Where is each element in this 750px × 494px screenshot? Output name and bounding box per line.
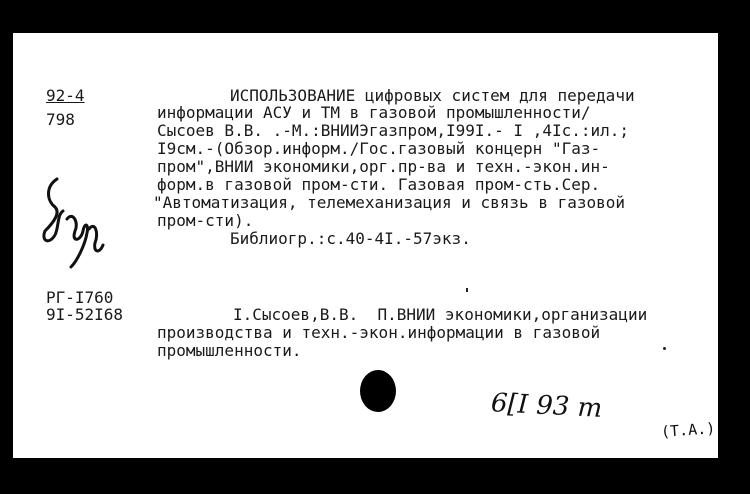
shelf-number: 798 xyxy=(46,110,75,129)
ink-dot xyxy=(663,347,666,350)
tracing-line-3: промышленности. xyxy=(157,341,302,360)
title-line-2: информации АСУ и ТМ в газовой промышленности/ xyxy=(157,103,591,122)
imprint-line: Сысоев В.В. .-М.:ВНИИЭгазпром,I99I.- I ,4Ic.:ил.; xyxy=(157,121,630,140)
series-line-2: пром",ВНИИ экономики,орг.пр-ва и техн.-экон.ин- xyxy=(157,157,610,176)
bibliography-note: Библиогр.:с.40-4I.-57экз. xyxy=(230,229,471,248)
title-line-1: ИСПОЛЬЗОВАНИЕ цифровых систем для передачи xyxy=(230,86,635,105)
handwritten-call-note: 6[I 93 m xyxy=(490,388,603,424)
reg-code: РГ-I760 xyxy=(46,288,114,307)
series-line-3: форм.в газовой пром-сти. Газовая пром-сть.Сер. xyxy=(157,175,601,194)
shelf-code: 92-4 xyxy=(46,86,85,105)
ink-tick xyxy=(466,288,468,292)
series-line-1: I9см.-(Обзор.информ./Гос.газовый концерн "Газ- xyxy=(157,139,601,158)
series-line-5: пром-сти). xyxy=(157,211,254,230)
punch-hole xyxy=(360,370,396,412)
catalog-card xyxy=(13,33,718,458)
series-line-4: "Автоматизация, телемеханизация и связь в газовой xyxy=(153,193,626,212)
reg-number: 9I-52I68 xyxy=(46,305,124,324)
tracing-line-2: производства и техн.-экон.информации в газовой xyxy=(157,323,601,342)
tracing-line-1: I.Сысоев,В.В. П.ВНИИ экономики,организации xyxy=(233,305,648,324)
handwritten-initials: (Т.А.) xyxy=(660,419,716,441)
handwritten-signature-mark xyxy=(37,171,113,271)
